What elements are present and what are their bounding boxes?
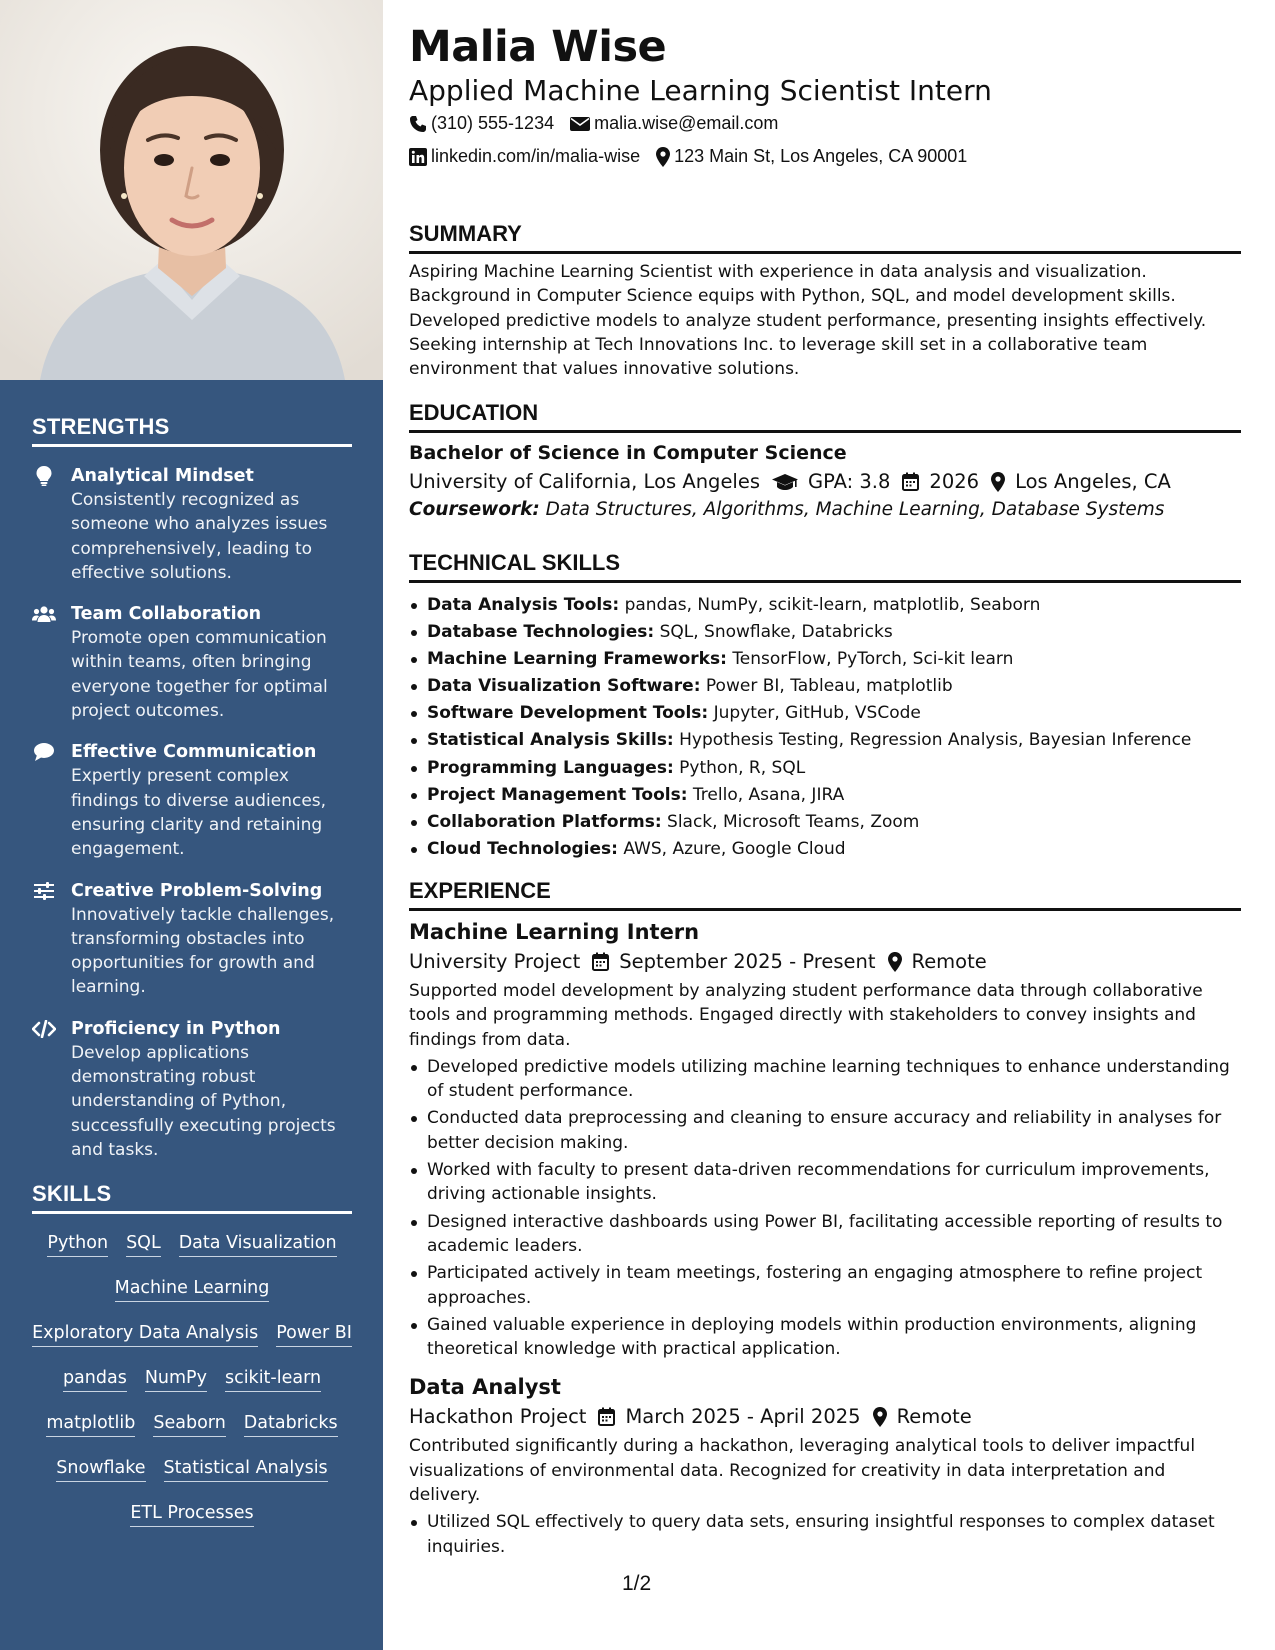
skill-category: Machine Learning Frameworks:: [427, 649, 727, 670]
speech-bubble-icon: [32, 742, 56, 762]
strength-desc: Innovatively tackle challenges, transforming obstacles into opportunities for growth and learning.: [71, 904, 335, 998]
envelope-icon: [570, 116, 590, 132]
dates-text: March 2025 - April 2025: [625, 1405, 861, 1429]
summary-section: [409, 221, 1241, 381]
skill-values: SQL, Snowflake, Databricks: [659, 622, 893, 643]
skill-tag: scikit-learn: [225, 1368, 321, 1392]
skill-tag: Python: [47, 1233, 108, 1257]
contact-row: [409, 113, 794, 134]
experience-heading: EXPERIENCE: [409, 878, 1241, 911]
job-title: Machine Learning Intern: [409, 920, 700, 944]
skill-category: Data Visualization Software:: [427, 676, 701, 697]
list-item: Developed predictive models utilizing machine learning techniques to enhance understanding of student performance.: [409, 1055, 1241, 1104]
list-item: [409, 646, 1241, 673]
technical-skills-section: [409, 550, 1241, 863]
strength-title: Proficiency in Python: [71, 1018, 281, 1039]
skill-tag: pandas: [63, 1368, 127, 1392]
skill-tag: Exploratory Data Analysis: [32, 1323, 258, 1347]
skill-category: Cloud Technologies:: [427, 838, 618, 859]
skill-category: Programming Languages:: [427, 757, 674, 778]
skill-tag: Power BI: [276, 1323, 352, 1347]
strength-item: [32, 464, 352, 585]
calendar-icon: [902, 472, 919, 491]
list-item: Designed interactive dashboards using Power BI, facilitating accessible reporting of results to academic leaders.: [409, 1210, 1241, 1259]
education-location: [991, 470, 1171, 493]
list-item: [409, 836, 1241, 863]
org-text: Hackathon Project: [409, 1405, 587, 1429]
address-contact: [656, 146, 967, 167]
calendar-icon: [598, 1407, 615, 1426]
linkedin-icon: [409, 148, 427, 166]
list-item: Utilized SQL effectively to query data sets, ensuring insightful responses to complex dataset inquiries.: [409, 1510, 1241, 1559]
job-org: [409, 1405, 586, 1428]
skill-tag: SQL: [126, 1233, 161, 1257]
job-meta: [409, 1405, 1241, 1428]
strength-desc: Expertly present complex findings to diverse audiences, ensuring clarity and retaining engagement.: [71, 766, 327, 860]
skill-row: [32, 1402, 352, 1447]
strength-item: [32, 1017, 352, 1162]
strength-title: Analytical Mindset: [71, 466, 254, 486]
education-meta: [409, 470, 1241, 493]
summary-text: Aspiring Machine Learning Scientist with experience in data analysis and visualization. Background in Computer Science equips with Python, SQL, and model development skills. Developed predictive models to analyze student performance, presenting insights effectively. Seeking internship at Tech Innovations Inc. to leverage skill set in a collaborative team environment that values innovative solutions.: [409, 262, 1207, 380]
skill-row: [32, 1447, 352, 1492]
skill-tag: Data Visualization: [179, 1233, 337, 1257]
location-text: Los Angeles, CA: [1015, 470, 1171, 493]
phone-text: (310) 555-1234: [431, 113, 555, 133]
lightbulb-icon: [32, 466, 56, 486]
strength-item: [32, 602, 352, 723]
map-pin-icon: [656, 147, 670, 167]
linkedin-contact[interactable]: [409, 146, 640, 167]
skill-values: Power BI, Tableau, matplotlib: [705, 676, 953, 697]
profile-photo: [0, 0, 383, 380]
coursework-text: Data Structures, Algorithms, Machine Learning, Database Systems: [545, 499, 1165, 520]
sliders-icon: [32, 881, 56, 901]
school: [409, 470, 760, 493]
strength-desc: Promote open communication within teams, often bringing everyone together for optimal project outcomes.: [71, 628, 328, 722]
skill-tag: matplotlib: [46, 1413, 135, 1437]
coursework: [409, 499, 1241, 520]
skill-tag: Snowflake: [56, 1458, 145, 1482]
skill-category: Software Development Tools:: [427, 703, 709, 724]
skill-category: Project Management Tools:: [427, 784, 688, 805]
job-bullets: [409, 1510, 1241, 1559]
degree: Bachelor of Science in Computer Science: [409, 442, 847, 464]
users-icon: [32, 604, 56, 624]
code-icon: [32, 1019, 56, 1039]
skill-row: [32, 1312, 352, 1357]
job-dates: [592, 950, 875, 973]
strength-title: Team Collaboration: [71, 604, 262, 625]
list-item: Gained valuable experience in deploying models within production environments, aligning theoretical knowledge with practical application.: [409, 1313, 1241, 1362]
skill-tag: Machine Learning: [115, 1278, 270, 1302]
phone-contact: [409, 113, 554, 134]
skill-tag: NumPy: [145, 1368, 207, 1392]
skill-row: [32, 1492, 352, 1537]
skills-section: [32, 1181, 352, 1537]
experience-section: [409, 878, 1241, 1559]
skill-row: [32, 1222, 352, 1267]
strength-title: Creative Problem-Solving: [71, 880, 323, 901]
org-text: University Project: [409, 950, 581, 973]
technical-skills-list: [409, 592, 1241, 863]
graduation-year: [902, 470, 979, 493]
list-item: [409, 673, 1241, 700]
job-dates: [598, 1405, 860, 1428]
list-item: [409, 619, 1241, 646]
phone-icon: [409, 115, 427, 133]
candidate-name: Malia Wise: [409, 22, 667, 72]
map-pin-icon: [991, 472, 1005, 492]
graduation-cap-icon: [772, 473, 798, 491]
skill-category: Statistical Analysis Skills:: [427, 730, 674, 751]
skill-values: AWS, Azure, Google Cloud: [623, 838, 846, 859]
skill-values: Jupyter, GitHub, VSCode: [713, 703, 921, 724]
job-description: Supported model development by analyzing student performance data through collaborative tools and programming methods. Engaged directly with stakeholders to convey insights and findings from data.: [409, 981, 1203, 1050]
page-number: 1/2: [622, 1572, 652, 1595]
strength-item: [32, 879, 352, 1000]
list-item: [409, 782, 1241, 809]
job-meta: [409, 950, 1241, 973]
skill-values: pandas, NumPy, scikit-learn, matplotlib, Seaborn: [624, 595, 1041, 615]
calendar-icon: [592, 952, 609, 971]
education-heading: EDUCATION: [409, 400, 1241, 433]
gpa-text: GPA: 3.8: [808, 470, 891, 493]
technical-skills-heading: TECHNICAL SKILLS: [409, 550, 1241, 583]
map-pin-icon: [888, 952, 902, 972]
location-text: Remote: [896, 1405, 972, 1429]
location-text: Remote: [911, 950, 987, 973]
list-item: [409, 592, 1241, 619]
skill-values: TensorFlow, PyTorch, Sci-kit learn: [732, 649, 1014, 670]
skill-values: Trello, Asana, JIRA: [692, 784, 845, 805]
job-location: [888, 950, 987, 973]
strength-desc: Consistently recognized as someone who analyzes issues comprehensively, leading to effective solutions.: [71, 490, 328, 583]
year-text: 2026: [929, 470, 980, 493]
sidebar: [0, 0, 383, 1650]
email-contact[interactable]: [570, 113, 778, 134]
summary-heading: SUMMARY: [409, 221, 1241, 254]
map-pin-icon: [873, 1407, 887, 1427]
list-item: Participated actively in team meetings, fostering an engaging atmosphere to refine project approaches.: [409, 1261, 1241, 1310]
job-org: [409, 950, 580, 973]
dates-text: September 2025 - Present: [619, 950, 876, 973]
skill-category: Collaboration Platforms:: [427, 811, 662, 832]
skill-category: Database Technologies:: [427, 622, 655, 643]
strength-item: [32, 740, 352, 861]
strength-title: Effective Communication: [71, 742, 317, 763]
skill-values: Hypothesis Testing, Regression Analysis, Bayesian Inference: [679, 730, 1192, 751]
skill-row: [32, 1357, 352, 1402]
skill-tag: Seaborn: [153, 1413, 225, 1437]
skill-tag: ETL Processes: [130, 1503, 253, 1527]
job-bullets: [409, 1055, 1241, 1362]
coursework-label: Coursework:: [409, 499, 540, 520]
strengths-heading: STRENGTHS: [32, 414, 352, 447]
list-item: [409, 755, 1241, 782]
skill-tag: Databricks: [244, 1413, 338, 1437]
gpa: [772, 470, 890, 493]
education-section: [409, 400, 1241, 520]
skill-tags: [32, 1222, 352, 1537]
skill-tag: Statistical Analysis: [164, 1458, 328, 1482]
school-name: University of California, Los Angeles: [409, 470, 761, 493]
list-item: [409, 727, 1241, 754]
list-item: [409, 809, 1241, 836]
linkedin-text: linkedin.com/in/malia-wise: [431, 146, 641, 166]
strength-desc: Develop applications demonstrating robust understanding of Python, successfully executing projects and tasks.: [71, 1042, 336, 1160]
skill-values: Python, R, SQL: [679, 757, 806, 778]
job-entry: [409, 1375, 1241, 1558]
skill-row: [32, 1267, 352, 1312]
strengths-section: [32, 414, 352, 1162]
skill-values: Slack, Microsoft Teams, Zoom: [667, 811, 920, 832]
list-item: Worked with faculty to present data-driven recommendations for curriculum improvements, driving actionable insights.: [409, 1158, 1241, 1207]
skill-category: Data Analysis Tools:: [427, 595, 620, 615]
job-entry: [409, 920, 1241, 1361]
job-location: [873, 1405, 972, 1428]
skills-heading: SKILLS: [32, 1181, 352, 1214]
candidate-title: Applied Machine Learning Scientist Intern: [409, 74, 992, 107]
contact-row: [409, 146, 983, 167]
email-text: malia.wise@email.com: [594, 113, 779, 133]
list-item: [409, 700, 1241, 727]
address-text: 123 Main St, Los Angeles, CA 90001: [674, 146, 968, 166]
job-title: Data Analyst: [409, 1375, 561, 1400]
job-description: Contributed significantly during a hackathon, leveraging analytical tools to deliver impactful visualizations of environmental data. Recognized for creativity in data interpretation and delivery.: [409, 1436, 1196, 1506]
list-item: Conducted data preprocessing and cleaning to ensure accuracy and reliability in analyses for better decision making.: [409, 1106, 1241, 1155]
